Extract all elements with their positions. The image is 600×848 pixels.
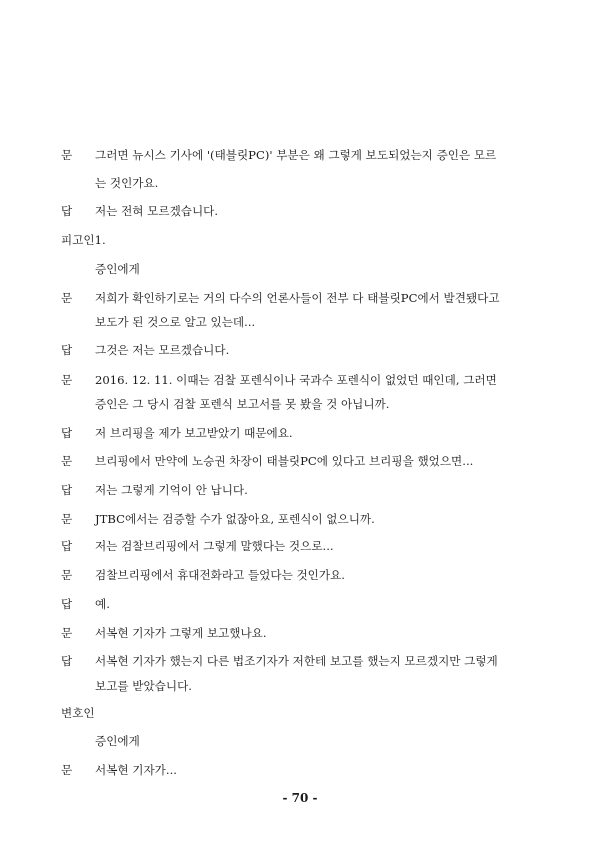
transcript-line: 그것은 저는 모르겠습니다. xyxy=(95,343,230,357)
question-marker: 문 xyxy=(61,512,73,526)
question-marker: 문 xyxy=(61,626,73,640)
transcript-line: 브리핑에서 만약에 노승권 차장이 태블릿PC에 있다고 브리핑을 했었으면... xyxy=(95,454,474,468)
question-marker: 문 xyxy=(61,568,73,582)
transcript-line: 보고를 받았습니다. xyxy=(95,679,192,693)
transcript-line: 저희가 확인하기로는 거의 다수의 언론사들이 전부 다 태블릿PC에서 발견됐다고 xyxy=(95,291,500,305)
speaker-label: 피고인1. xyxy=(61,233,106,247)
page-number: - 70 - xyxy=(282,791,318,805)
transcript-line: 는 것인가요. xyxy=(95,176,159,190)
question-marker: 문 xyxy=(61,763,73,777)
transcript-line: 2016. 12. 11. 이때는 검찰 포렌식이나 국과수 포렌식이 없었던 때인데, 그러면 xyxy=(95,373,497,387)
speaker-label: 변호인 xyxy=(61,706,95,720)
question-marker: 문 xyxy=(61,291,73,305)
answer-marker: 답 xyxy=(61,343,73,357)
question-marker: 문 xyxy=(61,454,73,468)
answer-marker: 답 xyxy=(61,426,73,440)
transcript-line: 서복현 기자가 했는지 다른 법조기자가 저한테 보고를 했는지 모르겠지만 그렇게 xyxy=(95,654,498,668)
addressee-label: 증인에게 xyxy=(95,734,140,748)
transcript-line: 증인은 그 당시 검찰 포렌식 보고서를 못 봤을 것 아닙니까. xyxy=(95,397,390,411)
answer-marker: 답 xyxy=(61,654,73,668)
transcript-line: 저는 검찰브리핑에서 그렇게 말했다는 것으로... xyxy=(95,539,334,553)
question-marker: 문 xyxy=(61,373,73,387)
transcript-line: 저는 그렇게 기억이 안 납니다. xyxy=(95,483,248,497)
transcript-line: 서복현 기자가 그렇게 보고했나요. xyxy=(95,626,267,640)
transcript-line: 그러면 뉴시스 기사에 '(태블릿PC)' 부분은 왜 그렇게 보도되었는지 증인은 모르 xyxy=(95,148,497,162)
transcript-line: 보도가 된 것으로 알고 있는데... xyxy=(95,315,256,329)
answer-marker: 답 xyxy=(61,204,73,218)
transcript-line: 예. xyxy=(95,597,110,611)
transcript-line: JTBC에서는 검증할 수가 없잖아요, 포렌식이 없으니까. xyxy=(95,512,375,526)
answer-marker: 답 xyxy=(61,597,73,611)
transcript-line: 서복현 기자가... xyxy=(95,763,177,777)
transcript-line: 저 브리핑을 제가 보고받았기 때문에요. xyxy=(95,426,293,440)
addressee-label: 증인에게 xyxy=(95,262,140,276)
transcript-line: 검찰브리핑에서 휴대전화라고 들었다는 것인가요. xyxy=(95,568,345,582)
question-marker: 문 xyxy=(61,148,73,162)
answer-marker: 답 xyxy=(61,483,73,497)
transcript-line: 저는 전혀 모르겠습니다. xyxy=(95,204,219,218)
answer-marker: 답 xyxy=(61,539,73,553)
